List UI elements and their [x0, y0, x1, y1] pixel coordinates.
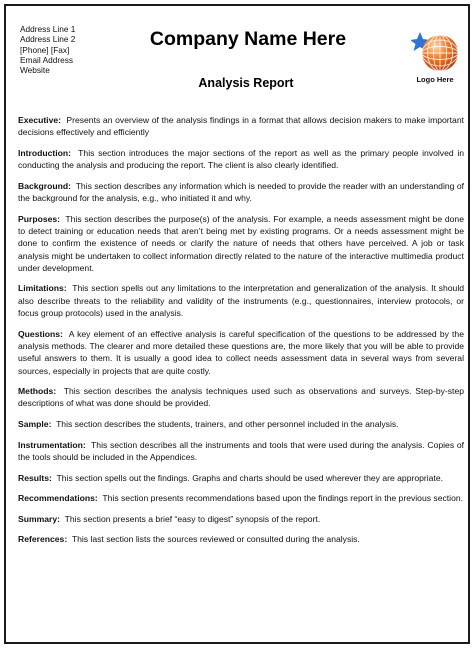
globe-logo-icon — [411, 28, 461, 76]
section-sample — [18, 418, 464, 430]
address-line-2: Address Line 2 — [20, 34, 76, 45]
section-text: This section introduces the major sections of the report as well as the primary people involved in conducting the analysis and producing the report. The client is also clearly identified. — [18, 147, 465, 171]
section-label: Executive: — [18, 115, 61, 125]
address-block — [20, 24, 75, 75]
section-results — [18, 472, 464, 484]
document-page — [4, 4, 470, 644]
section-label: Methods: — [18, 386, 57, 397]
section-references — [18, 533, 464, 545]
website: Website — [20, 65, 50, 76]
section-text: This section describes the students, trainers, and other personnel included in the analysis. — [56, 419, 399, 430]
section-label: Results: — [18, 472, 52, 483]
section-label: Instrumentation: — [18, 439, 86, 450]
report-body — [18, 114, 464, 554]
section-label: Recommendations: — [18, 493, 98, 504]
section-label: Questions: — [18, 328, 63, 339]
email-address: Email Address — [20, 54, 74, 65]
section-recommendations — [18, 492, 464, 504]
section-text: This section describes any information which is needed to provide the reader with an understanding of the background for the analysis, e.g., who initiated it and why. — [18, 180, 464, 204]
section-limitations — [18, 282, 464, 319]
section-text: This section describes the purpose(s) of the analysis. For example, a needs assessment might be done to detect training or education needs that aren’t being met by existing programs. Or a needs assessment might be done to confirm the existence of needs or clarify the nature of needs that others have perceived. A job or task analysis might be undertaken to collect information directly related to the nature of the interactive multimedia product under development. — [18, 213, 464, 273]
section-background — [18, 180, 464, 205]
section-text: This section describes the analysis techniques used such as observations and surveys. Step-by-step descriptions of what was done should be provided. — [18, 386, 465, 409]
section-label: Background: — [18, 180, 71, 191]
section-methods — [18, 385, 464, 410]
company-name: Company Name Here — [149, 28, 347, 50]
section-label: Summary: — [18, 513, 61, 524]
section-label: References: — [18, 534, 68, 545]
report-title: Analysis Report — [198, 76, 294, 90]
section-executive — [18, 114, 464, 139]
section-purposes — [18, 213, 464, 274]
section-questions — [18, 328, 464, 377]
section-text: This section spells out any limitations to the interpretation and generalization of the analysis. It should also describe threats to the reliability and validity of the instruments (e.g., questionnaires, interview protocols, or focus group protocols) used in the analysis. — [18, 283, 465, 319]
phone-fax: [Phone] [Fax] — [20, 44, 70, 55]
section-text: Presents an overview of the analysis findings in a format that allows decision makers to make important decisions effectively and efficiently — [18, 115, 464, 138]
section-text: This section presents a brief “easy to digest” synopsis of the report. — [64, 513, 321, 524]
section-text: A key element of an effective analysis is careful specification of the questions to be addressed by the analysis methods. The clearer and more detailed these questions are, the more likely that you will be able to provide useful answers to them. It is usually a good idea to collect needs assessment data in several ways from several sources, especially in projects that are quite costly. — [18, 328, 464, 376]
section-label: Purposes: — [18, 213, 61, 224]
address-line-1: Address Line 1 — [20, 24, 76, 34]
section-instrumentation — [18, 439, 464, 464]
section-text: This section presents recommendations based upon the findings report in the previous section. — [102, 493, 464, 504]
logo-placeholder-label: Logo Here — [416, 75, 454, 84]
section-text: This section describes all the instruments and tools that were used during the analysis. Copies of the tools should be included in the Appendices. — [18, 439, 465, 462]
section-summary — [18, 513, 464, 525]
section-label: Limitations: — [18, 283, 67, 294]
section-label: Introduction: — [18, 147, 71, 158]
section-label: Sample: — [18, 419, 52, 430]
section-text: This section spells out the findings. Graphs and charts should be used wherever they are appropriate. — [56, 472, 443, 483]
section-introduction — [18, 147, 464, 172]
section-text: This last section lists the sources reviewed or consulted during the analysis. — [71, 534, 360, 545]
